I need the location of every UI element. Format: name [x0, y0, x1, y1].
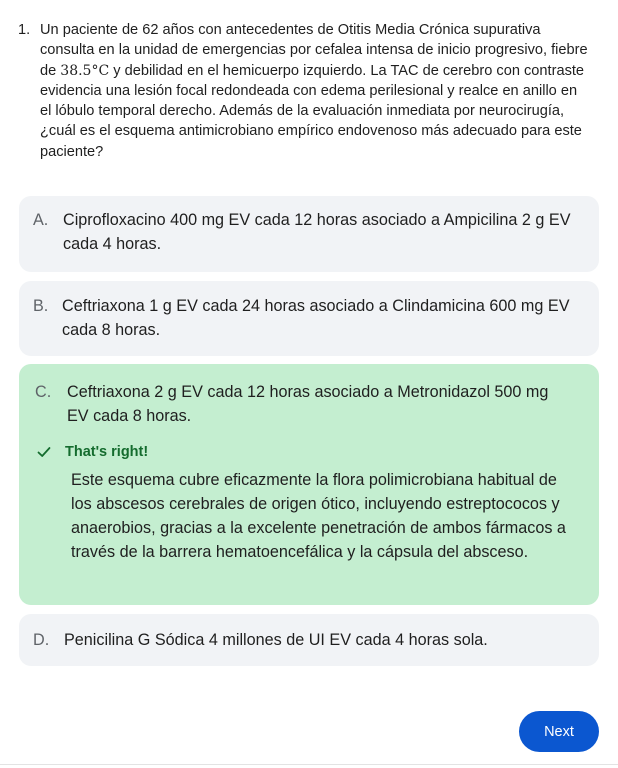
option-text: Ciprofloxacino 400 mg EV cada 12 horas asociado a Ampicilina 2 g EV cada 4 horas. — [63, 211, 571, 253]
option-letter: D. — [33, 631, 50, 649]
feedback-text: Este esquema cubre eficazmente la flora polimicrobiana habitual de los abscesos cerebrales de origen ótico, incluyendo estreptococos y anaerobios, gracias a la excelente penetración de ambos fármacos a través de la barrera hematoencefálica y la cápsula del absceso. — [71, 471, 566, 561]
option-letter: C. — [35, 383, 52, 401]
check-icon — [37, 445, 51, 459]
option-a[interactable] — [19, 196, 599, 272]
option-text: Penicilina G Sódica 4 millones de UI EV cada 4 horas sola. — [64, 631, 488, 649]
option-letter: B. — [33, 297, 49, 315]
option-letter: A. — [33, 211, 49, 229]
option-text: Ceftriaxona 1 g EV cada 24 horas asociado a Clindamicina 600 mg EV cada 8 horas. — [62, 297, 570, 339]
next-button[interactable]: Next — [519, 711, 599, 752]
question-text: Un paciente de 62 años con antecedentes de Otitis Media Crónica supurativa consulta en la unidad de emergencias por cefalea intensa de inicio progresivo, fiebre de 38.5°C y debilidad en el hemicuerpo izquierdo. La TAC de cerebro con contraste evidencia una lesión focal redondeada con edema perilesional y realce en anillo en el lóbulo temporal derecho. Además de la evaluación inmediata por neurocirugía, ¿cuál es el esquema antimicrobiano empírico endovenoso más adecuado para este paciente? — [40, 22, 588, 160]
question-number: 1. — [18, 22, 31, 38]
feedback-header — [37, 440, 569, 464]
bottom-divider — [0, 764, 618, 765]
feedback-title: That's right! — [65, 444, 149, 460]
option-d[interactable] — [19, 614, 599, 666]
temperature-value: 38.5°C — [60, 62, 110, 79]
question — [18, 20, 590, 162]
option-text: Ceftriaxona 2 g EV cada 12 horas asociado a Metronidazol 500 mg EV cada 8 horas. — [67, 383, 549, 425]
option-c-correct[interactable] — [19, 364, 599, 605]
option-b[interactable] — [19, 281, 599, 356]
